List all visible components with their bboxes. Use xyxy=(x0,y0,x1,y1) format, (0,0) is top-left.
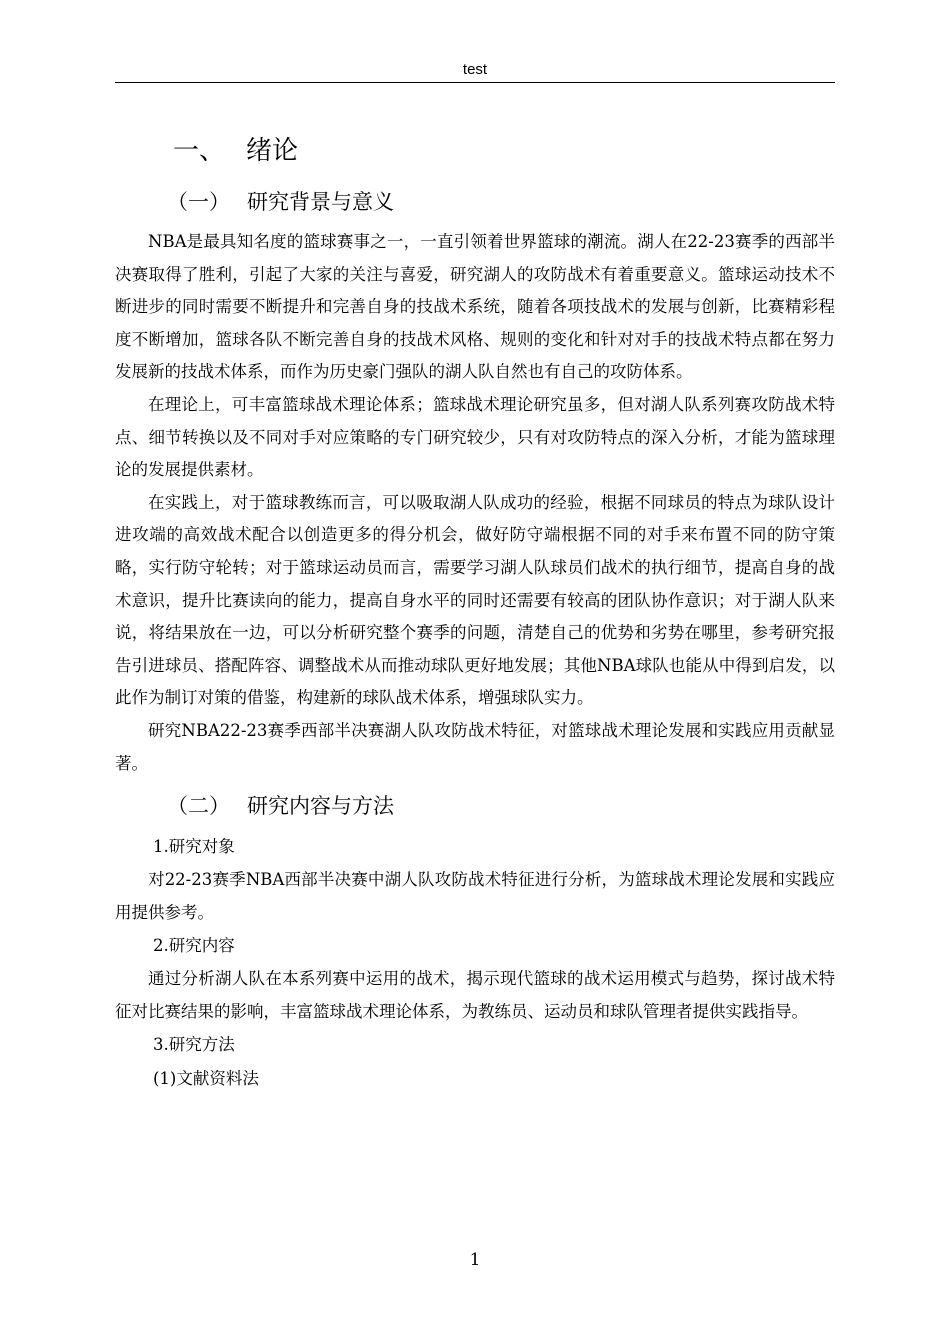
subsection-label: 3.研究方法 xyxy=(153,1035,235,1055)
page-header: test xyxy=(462,61,488,78)
chapter-number: 一、 xyxy=(173,136,226,166)
subsection-label: 2.研究内容 xyxy=(153,936,235,956)
subsection-label: (1)文献资料法 xyxy=(153,1069,259,1089)
chapter-heading xyxy=(115,128,835,174)
document-body xyxy=(115,128,835,1096)
paragraph: 研究NBA22-23赛季西部半决赛湖人队攻防战术特征，对篮球战术理论发展和实践应用贡献显著。 xyxy=(115,720,835,773)
section-heading xyxy=(115,786,835,826)
section-title: 研究背景与意义 xyxy=(247,190,394,214)
header-rule xyxy=(115,82,835,83)
section-number: （二） xyxy=(167,794,230,819)
section-title: 研究内容与方法 xyxy=(247,794,394,819)
paragraph: NBA是最具知名度的篮球赛事之一，一直引领着世界篮球的潮流。湖人在22-23赛季的西部半决赛取得了胜利，引起了大家的关注与喜爱，研究湖人的攻防战术有着重要意义。篮球运动技术不断进步的同时需要不断提升和完善自身的技战术系统，随着各项技战术的发展与创新，比赛精彩程度不断增加，篮球各队不断完善自身的技战术风格、规则的变化和针对对手的技战术特点都在努力发展新的技战术体系，而作为历史豪门强队的湖人队自然也有自己的攻防体系。 xyxy=(115,232,835,382)
paragraph: 在实践上，对于篮球教练而言，可以吸取湖人队成功的经验，根据不同球员的特点为球队设计进攻端的高效战术配合以创造更多的得分机会，做好防守端根据不同的对手来布置不同的防守策略，实行防守轮转；对于篮球运动员而言，需要学习湖人队球员们战术的执行细节，提高自身的战术意识，提升比赛读向的能力，提高自身水平的同时还需要有较高的团队协作意识；对于湖人队来说，将结果放在一边，可以分析研究整个赛季的问题，清楚自己的优势和劣势在哪里，参考研究报告引进球员、搭配阵容、调整战术从而推动球队更好地发展；其他NBA球队也能从中得到启发，以此作为制订对策的借鉴，构建新的球队战术体系，增强球队实力。 xyxy=(115,492,835,708)
page-number: 1 xyxy=(469,1250,481,1270)
chapter-title: 绪论 xyxy=(246,136,299,166)
paragraph: 通过分析湖人队在本系列赛中运用的战术，揭示现代篮球的战术运用模式与趋势，探讨战术特征对比赛结果的影响，丰富篮球战术理论体系，为教练员、运动员和球队管理者提供实践指导。 xyxy=(115,969,835,1021)
subsection-label: 1.研究对象 xyxy=(153,837,235,857)
paragraph: 在理论上，可丰富篮球战术理论体系；篮球战术理论研究虽多，但对湖人队系列赛攻防战术特点、细节转换以及不同对手对应策略的专门研究较少，只有对攻防特点的深入分析，才能为篮球理论的发展提供素材。 xyxy=(115,394,835,480)
paragraph: 对22-23赛季NBA西部半决赛中湖人队攻防战术特征进行分析，为篮球战术理论发展和实践应用提供参考。 xyxy=(115,870,835,922)
section-heading xyxy=(115,182,835,222)
section-number: （一） xyxy=(167,190,230,214)
